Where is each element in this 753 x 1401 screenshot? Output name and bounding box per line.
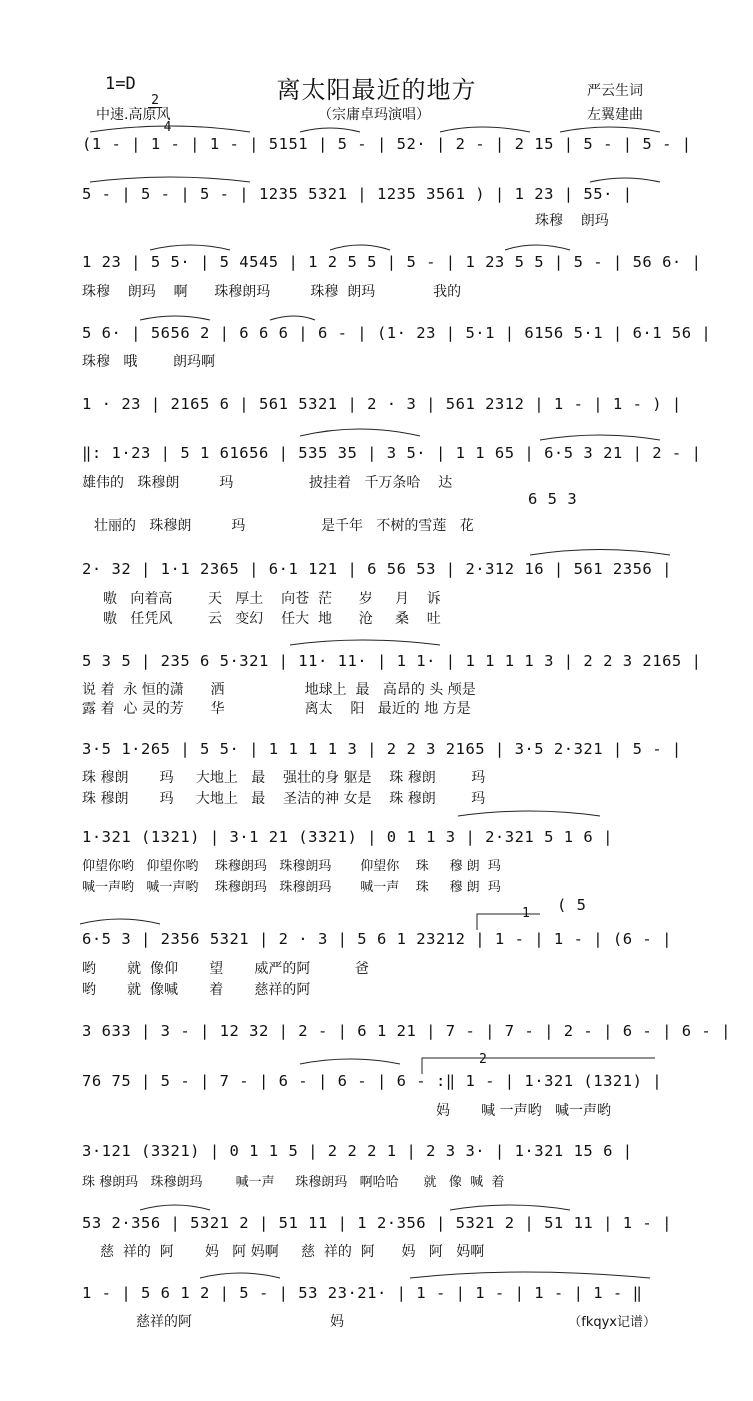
song-title: 离太阳最近的地方 bbox=[276, 76, 477, 104]
lyric-line-3: 珠穆 朗玛 啊 珠穆朗玛 珠穆 朗玛 我的 bbox=[82, 284, 462, 300]
notation-line-15: 53 2·356 | 5321 2 | 51 11 | 1 2·356 | 5321 2 | 51 11 | 1 - | bbox=[82, 1214, 672, 1232]
notation-line-4: 5 6· | 5656 2 | 6 6 6 | 6 - | (1· 23 | 5·1 | 6156 5·1 | 6·1 56 | bbox=[82, 324, 712, 342]
notation-line-2: 5 - | 5 - | 5 - | 1235 5321 | 1235 3561 ) | 1 23 | 55· | bbox=[82, 185, 633, 203]
notation-line-8: 5 3 5 | 235 6 5·321 | 11· 11· | 1 1· | 1 1 1 1 3 | 2 2 3 2165 | bbox=[82, 652, 702, 670]
lyric-line-11a: 哟 就 像仰 望 威严的阿 爸 bbox=[82, 961, 369, 977]
lyric-line-2: 珠穆 朗玛 bbox=[535, 213, 609, 229]
lyric-line-15: 慈 祥的 阿 妈 阿 妈啊 慈 祥的 阿 妈 阿 妈啊 bbox=[100, 1244, 485, 1260]
lyric-line-14: 珠 穆朗玛 珠穆朗玛 喊一声 珠穆朗玛 啊哈哈 就 像 喊 着 bbox=[82, 1175, 505, 1190]
lyric-line-6a: 雄伟的 珠穆朗 玛 披挂着 千万条哈 达 bbox=[82, 475, 453, 491]
notation-line-11: 6·5 3 | 2356 5321 | 2 · 3 | 5 6 1 23212 | 1 - | 1 - | (6 - | bbox=[82, 930, 672, 948]
notation-line-13: 76 75 | 5 - | 7 - | 6 - | 6 - | 6 - :‖ 1 - | 1·321 (1321) | bbox=[82, 1072, 663, 1090]
lyric-line-6b: 壮丽的 珠穆朗 玛 是千年 不树的雪莲 花 bbox=[94, 518, 474, 534]
notation-line-3: 1 23 | 5 5· | 5 4545 | 1 2 5 5 | 5 - | 1 23 5 5 | 5 - | 56 6· | bbox=[82, 253, 702, 271]
lyric-line-16: 慈祥的阿 妈 bbox=[136, 1314, 344, 1330]
alternate-notes-11: ( 5 bbox=[557, 896, 587, 914]
volta-2-label: 2 bbox=[479, 1052, 488, 1067]
transcriber-credit: （fkqyx记谱） bbox=[568, 1315, 656, 1330]
time-signature-bottom: 4 bbox=[163, 120, 172, 135]
lyric-line-9a: 珠 穆朗 玛 大地上 最 强壮的身 躯是 珠 穆朗 玛 bbox=[82, 770, 486, 786]
notation-line-10: 1·321 (1321) | 3·1 21 (3321) | 0 1 1 3 | 2·321 5 1 6 | bbox=[82, 828, 613, 846]
lyric-line-13: 妈 喊 一声哟 喊一声哟 bbox=[436, 1103, 611, 1119]
lyric-line-8a: 说 着 永 恒的潇 洒 地球上 最 高昂的 头 颅是 bbox=[82, 682, 476, 698]
time-signature-top: 2 bbox=[148, 94, 162, 108]
lyric-line-10a: 仰望你哟 仰望你哟 珠穆朗玛 珠穆朗玛 仰望你 珠 穆 朗 玛 bbox=[82, 859, 501, 874]
volta-1-label: 1 bbox=[522, 906, 531, 921]
notation-line-6: ‖: 1·23 | 5 1 61656 | 535 35 | 3 5· | 1 1 65 | 6·5 3 21 | 2 - | bbox=[82, 444, 702, 462]
notation-line-7: 2· 32 | 1·1 2365 | 6·1 121 | 6 56 53 | 2·312 16 | 561 2356 | bbox=[82, 560, 672, 578]
tempo-marking: 中速.高原风 bbox=[96, 107, 171, 123]
notation-line-5: 1 · 23 | 2165 6 | 561 5321 | 2 · 3 | 561 2312 | 1 - | 1 - ) | bbox=[82, 395, 682, 413]
composer-credit: 左翼建曲 bbox=[587, 107, 643, 123]
notation-line-1: (1 - | 1 - | 1 - | 5151 | 5 - | 52· | 2 - | 2 15 | 5 - | 5 - | bbox=[82, 135, 692, 153]
lyric-line-11b: 哟 就 像喊 着 慈祥的阿 bbox=[82, 982, 311, 998]
lyric-line-4: 珠穆 哦 朗玛啊 bbox=[82, 354, 215, 370]
singer-credit: （宗庸卓玛演唱） bbox=[318, 107, 430, 123]
lyric-line-7b: 嗷 任凭风 云 变幻 任大 地 沧 桑 吐 bbox=[103, 611, 441, 627]
lyric-line-7a: 嗷 向着高 天 厚土 向苍 茫 岁 月 诉 bbox=[103, 591, 441, 607]
notation-line-16: 1 - | 5 6 1 2 | 5 - | 53 23·21· | 1 - | 1 - | 1 - | 1 - ‖ bbox=[82, 1284, 643, 1302]
lyric-line-8b: 露 着 心 灵的芳 华 离太 阳 最近的 地 方是 bbox=[82, 701, 471, 717]
lyric-line-10b: 喊一声哟 喊一声哟 珠穆朗玛 珠穆朗玛 喊一声 珠 穆 朗 玛 bbox=[82, 880, 501, 895]
alternate-notes-6: 6 5 3 bbox=[528, 490, 578, 508]
notation-line-9: 3·5 1·265 | 5 5· | 1 1 1 1 3 | 2 2 3 2165 | 3·5 2·321 | 5 - | bbox=[82, 740, 682, 758]
notation-line-12: 3 633 | 3 - | 12 32 | 2 - | 6 1 21 | 7 - | 7 - | 2 - | 6 - | 6 - | bbox=[82, 1022, 731, 1040]
lyric-line-9b: 珠 穆朗 玛 大地上 最 圣洁的神 女是 珠 穆朗 玛 bbox=[82, 791, 486, 807]
lyricist-credit: 严云生词 bbox=[587, 83, 643, 99]
notation-line-14: 3·121 (3321) | 0 1 1 5 | 2 2 2 1 | 2 3 3· | 1·321 15 6 | bbox=[82, 1142, 633, 1160]
key-signature: 1=D bbox=[105, 74, 136, 94]
